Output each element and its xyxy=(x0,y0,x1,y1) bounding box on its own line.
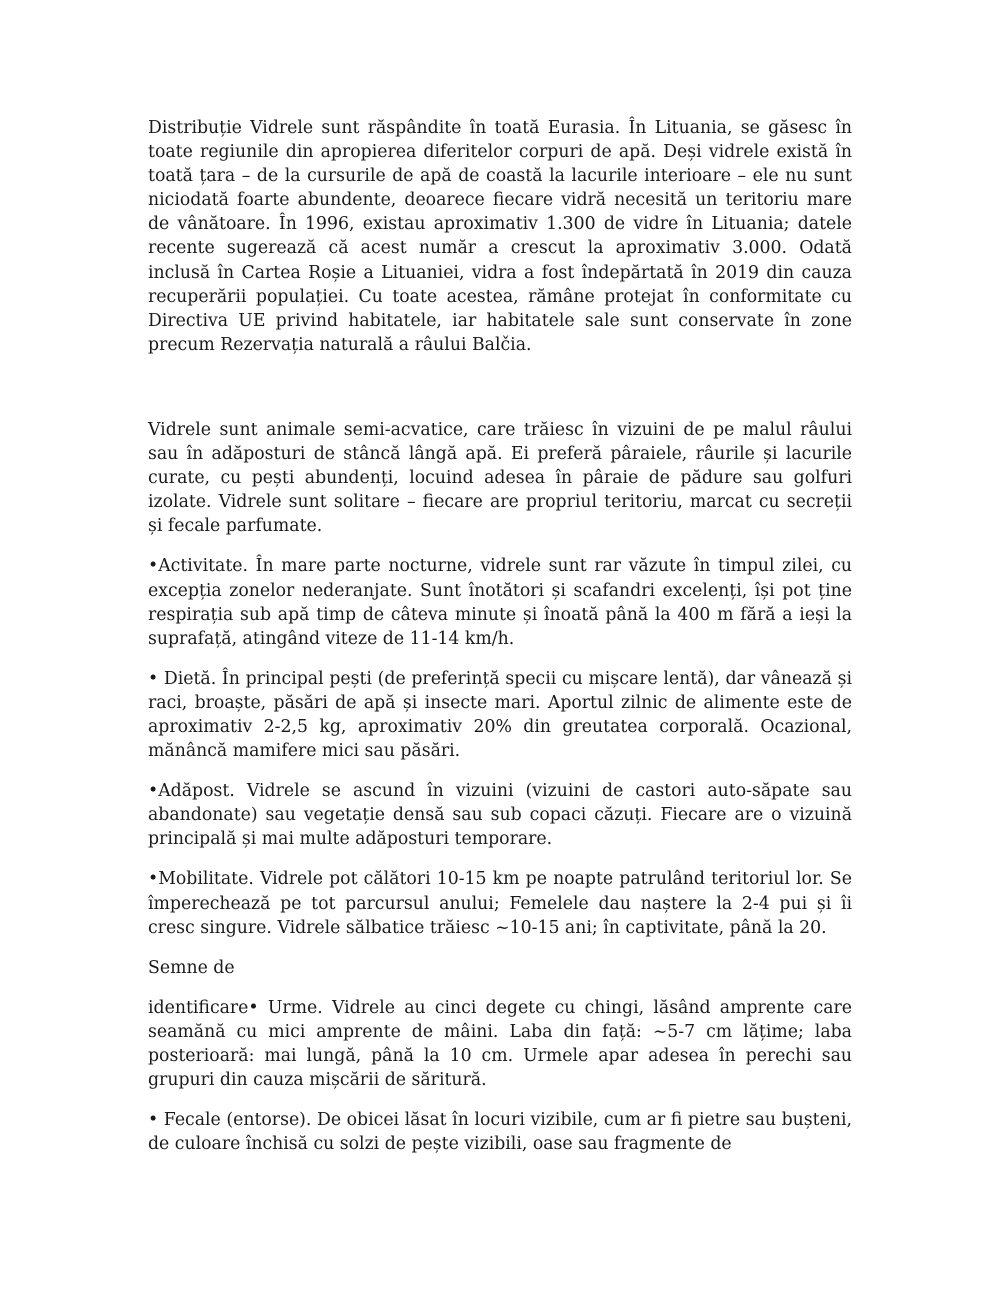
document-page xyxy=(148,116,852,1156)
paragraph-distribution: Distribuție Vidrele sunt răspândite în toată Eurasia. În Lituania, se găsesc în toate regiunile din apropierea diferitelor corpuri de apă. Deși vidrele există în toată țara – de la cursurile de apă de coastă la lacurile interioare – ele nu sunt niciodată foarte abundente, deoarece fiecare vidră necesită un teritoriu mare de vânătoare. În 1996, existau aproximativ 1.300 de vidre în Lituania; datele recente sugerează că acest număr a crescut la aproximativ 3.000. Odată inclusă în Cartea Roșie a Lituaniei, vidra a fost îndepărtată în 2019 din cauza recuperării populației. Cu toate acestea, rămâne protejat în conformitate cu Directiva UE privind habitatele, iar habitatele sale sunt conservate în zone precum Rezervația naturală a râului Balčia. xyxy=(148,118,852,355)
paragraph-feces: • Fecale (entorse). De obicei lăsat în locuri vizibile, cum ar fi pietre sau bușteni, de culoare închisă cu solzi de pește vizibili, oase sau fragmente de xyxy=(148,1110,852,1155)
paragraph-mobility: •Mobilitate. Vidrele pot călători 10-15 km pe noapte patrulând teritoriul lor. Se împerechează pe tot parcursul anului; Femelele dau naștere la 2-4 pui și îi cresc singure. Vidrele sălbatice trăiesc ~10-15 ani; în captivitate, până la 20. xyxy=(148,869,852,938)
paragraph-signs-heading: Semne de xyxy=(148,957,235,978)
paragraph-activity: •Activitate. În mare parte nocturne, vidrele sunt rar văzute în timpul zilei, cu excepția zonelor nederanjate. Sunt înotători și scafandri excelenți, își pot ține respirația sub apă timp de câteva minute și înoată până la 400 m fără a ieși la suprafață, atingând viteze de 11-14 km/h. xyxy=(148,556,852,649)
paragraph-tracks: identificare• Urme. Vidrele au cinci degete cu chingi, lăsând amprente care seamănă cu mici amprente de mâini. Laba din față: ~5-7 cm lățime; laba posterioară: mai lungă, până la 10 cm. Urmele apar adesea în perechi sau grupuri din cauza mișcării de săritură. xyxy=(148,997,852,1091)
paragraph-habitat: Vidrele sunt animale semi-acvatice, care trăiesc în vizuini de pe malul râului sau în adăposturi de stâncă lângă apă. Ei preferă pâraiele, râurile și lacurile curate, cu pești abundenți, locuind adesea în pâraie de pădure sau golfuri izolate. Vidrele sunt solitare – fiecare are propriul teritoriu, marcat cu secreții și fecale parfumate. xyxy=(148,419,852,537)
paragraph-shelter: •Adăpost. Vidrele se ascund în vizuini (vizuini de castori auto-săpate sau abandonate) sau vegetație densă sau sub copaci căzuți. Fiecare are o vizuină principală și mai multe adăposturi temporare. xyxy=(148,781,852,850)
paragraph-diet: • Dietă. În principal pești (de preferință specii cu mișcare lentă), dar vânează și raci, broaște, păsări de apă și insecte mari. Aportul zilnic de alimente este de aproximativ 2-2,5 kg, aproximativ 20% din greutatea corporală. Ocazional, mănâncă mamifere mici sau păsări. xyxy=(148,668,852,762)
